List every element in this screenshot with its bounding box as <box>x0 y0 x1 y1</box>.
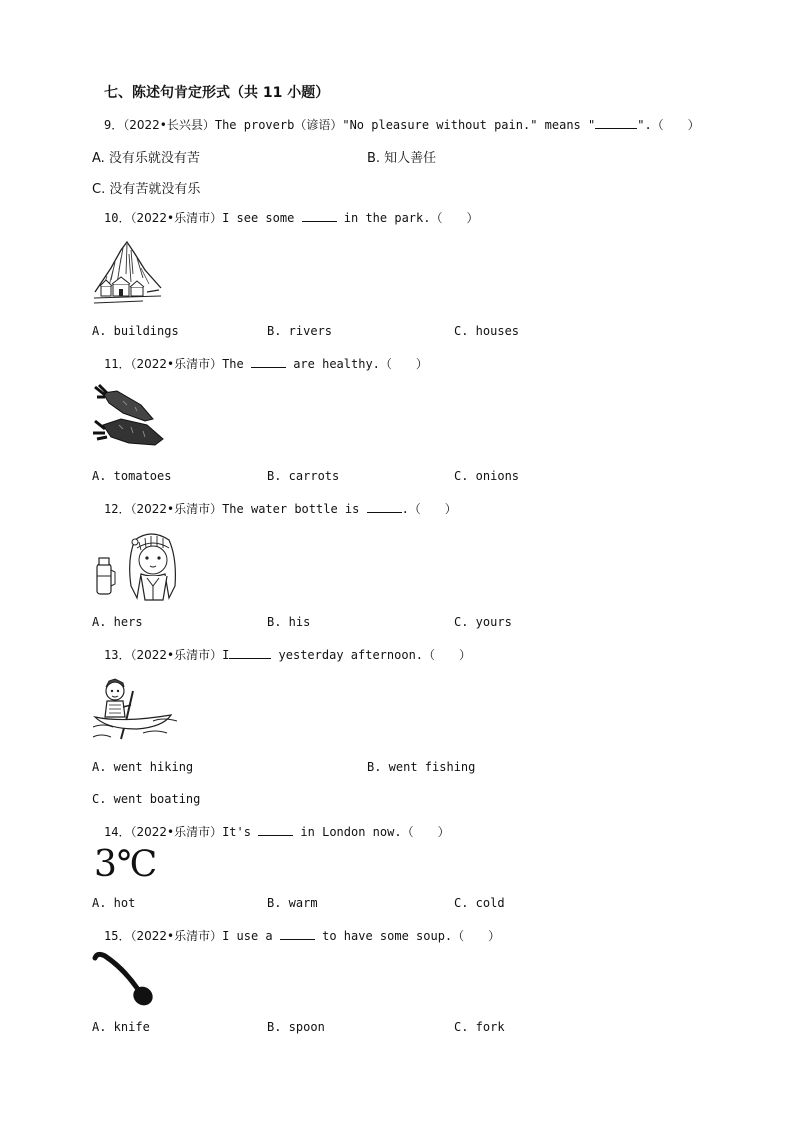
option-a[interactable]: A. went hiking <box>92 760 194 774</box>
question-11 <box>104 355 428 372</box>
question-text: "No pleasure without pain." means " <box>342 118 596 132</box>
option-b[interactable]: B. carrots <box>267 469 340 483</box>
question-12 <box>104 500 457 517</box>
option-b[interactable]: B. 知人善任 <box>367 151 437 166</box>
option-a[interactable]: A. hers <box>92 615 143 629</box>
question-source: （2022•乐清市） <box>130 825 223 839</box>
spoon-picture <box>93 952 157 1010</box>
question-text: I use a <box>222 929 280 943</box>
option-b[interactable]: B. his <box>267 615 311 629</box>
answer-blank[interactable] <box>251 356 286 368</box>
question-text: The proverb <box>214 118 295 132</box>
answer-blank[interactable] <box>280 928 315 940</box>
option-a[interactable]: A. buildings <box>92 324 179 338</box>
question-text: ".（ ） <box>637 118 700 132</box>
option-b[interactable]: B. warm <box>267 896 318 910</box>
section-title: 七、陈述句肯定形式（共 11 小题） <box>104 85 330 101</box>
question-text: in the park.（ ） <box>336 211 479 225</box>
option-c[interactable]: C. 没有苦就没有乐 <box>92 182 201 197</box>
option-b[interactable]: B. went fishing <box>367 760 476 774</box>
question-number: 9． <box>104 118 124 132</box>
question-text: in London now.（ ） <box>293 825 450 839</box>
answer-blank[interactable] <box>229 647 271 659</box>
question-14 <box>104 823 450 840</box>
boy-boating-picture <box>93 677 179 745</box>
question-source: （2022•长兴县） <box>123 118 215 132</box>
question-source: （2022•乐清市） <box>130 929 223 943</box>
question-source: （2022•乐清市） <box>130 648 223 662</box>
question-number: 11． <box>104 357 131 371</box>
temperature-reading: 3℃ <box>94 844 158 885</box>
answer-blank[interactable] <box>595 117 637 129</box>
question-text: to have some soup.（ ） <box>314 929 501 943</box>
option-c[interactable]: C. fork <box>454 1020 505 1034</box>
question-text: I see some <box>222 211 302 225</box>
question-10 <box>104 209 478 226</box>
question-text: .（ ） <box>401 502 457 516</box>
answer-blank[interactable] <box>258 824 293 836</box>
question-13 <box>104 646 471 663</box>
answer-blank[interactable] <box>367 501 402 513</box>
question-9 <box>104 116 700 133</box>
question-text: The <box>222 357 251 371</box>
option-b[interactable]: B. spoon <box>267 1020 325 1034</box>
question-number: 13． <box>104 648 131 662</box>
mountain-houses-picture <box>93 240 163 306</box>
question-15 <box>104 927 500 944</box>
question-source: （2022•乐清市） <box>130 357 223 371</box>
option-c[interactable]: C. went boating <box>92 792 201 806</box>
question-number: 10． <box>104 211 131 225</box>
option-a[interactable]: A. 没有乐就没有苦 <box>92 151 200 166</box>
option-c[interactable]: C. houses <box>454 324 520 338</box>
question-source: （2022•乐清市） <box>130 211 223 225</box>
question-number: 15． <box>104 929 131 943</box>
option-a[interactable]: A. knife <box>92 1020 150 1034</box>
option-c[interactable]: C. yours <box>454 615 512 629</box>
question-number: 14． <box>104 825 131 839</box>
question-source: （2022•乐清市） <box>130 502 223 516</box>
question-text: The water bottle is <box>222 502 367 516</box>
option-b[interactable]: B. rivers <box>267 324 333 338</box>
option-a[interactable]: A. hot <box>92 896 136 910</box>
option-c[interactable]: C. cold <box>454 896 505 910</box>
question-text: I <box>222 648 230 662</box>
question-text-cn: （谚语） <box>294 118 343 132</box>
option-c[interactable]: C. onions <box>454 469 520 483</box>
question-text: yesterday afternoon.（ ） <box>271 648 472 662</box>
question-number: 12． <box>104 502 131 516</box>
question-text: are healthy.（ ） <box>285 357 428 371</box>
question-text: It's <box>222 825 259 839</box>
girl-bottle-picture <box>93 528 181 604</box>
option-a[interactable]: A. tomatoes <box>92 469 172 483</box>
answer-blank[interactable] <box>302 210 337 222</box>
carrots-picture <box>93 385 165 453</box>
